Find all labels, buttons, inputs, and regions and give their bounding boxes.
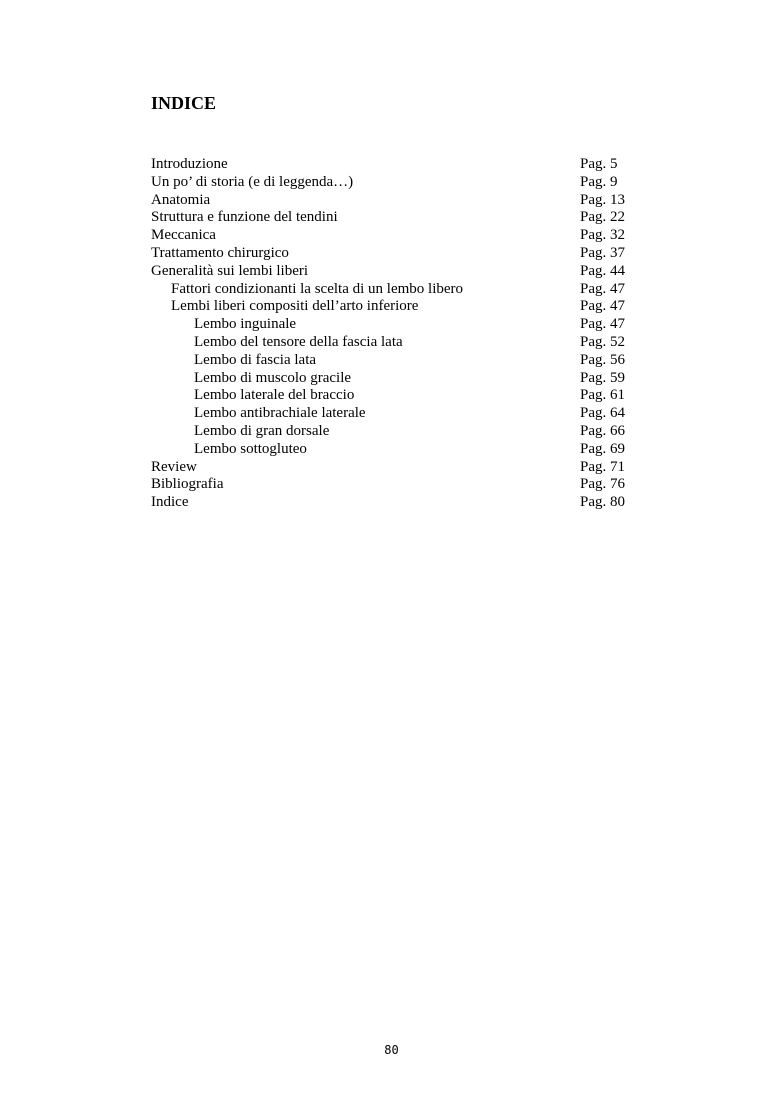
- toc-entry-label: Review: [151, 458, 197, 475]
- toc-entry-page: Pag. 13: [580, 191, 625, 208]
- toc-entry-label: Anatomia: [151, 191, 211, 208]
- toc-entry: [151, 245, 631, 263]
- toc-entry: [151, 494, 631, 512]
- toc-entry-label: Fattori condizionanti la scelta di un lembo libero: [171, 280, 464, 297]
- toc-entry-page: Pag. 9: [580, 173, 618, 190]
- toc-entry-label: Un po’ di storia (e di leggenda…): [151, 173, 354, 190]
- toc-entry: [151, 316, 631, 334]
- toc-entry-page: Pag. 52: [580, 333, 625, 350]
- toc-entry-label: Lembo sottogluteo: [194, 440, 307, 457]
- toc-entry-label: Lembi liberi compositi dell’arto inferiore: [171, 298, 419, 315]
- toc-entry: [151, 298, 631, 316]
- toc-entry: [151, 476, 631, 494]
- toc-entry: [151, 209, 631, 227]
- toc-entry-label: Meccanica: [151, 227, 216, 244]
- toc-entry-label: Introduzione: [151, 156, 228, 172]
- toc-entry-page: Pag. 69: [580, 440, 625, 457]
- toc-entry: [151, 370, 631, 388]
- toc-entry-page: Pag. 64: [580, 405, 625, 422]
- toc-entry-page: Pag. 47: [580, 280, 625, 297]
- toc-entry-page: Pag. 71: [580, 458, 625, 475]
- toc-entry-label: Lembo di gran dorsale: [194, 422, 330, 439]
- toc-entry: [151, 334, 631, 352]
- toc-entry: [151, 174, 631, 192]
- toc-entry: [151, 405, 631, 423]
- toc-entry: [151, 227, 631, 245]
- toc-entry-label: Bibliografia: [151, 476, 224, 493]
- toc-entry-page: Pag. 22: [580, 209, 625, 226]
- toc-entry-label: Struttura e funzione del tendini: [151, 209, 338, 226]
- toc-entry-label: Lembo di muscolo gracile: [194, 369, 352, 386]
- page-title: INDICE: [151, 93, 217, 113]
- toc-entry-page: Pag. 44: [580, 262, 625, 279]
- toc-entry: [151, 441, 631, 459]
- toc-entry-label: Generalità sui lembi liberi: [151, 262, 309, 279]
- toc-entry-page: Pag. 59: [580, 369, 625, 386]
- toc-entry: [151, 387, 631, 405]
- toc-entry: [151, 263, 631, 281]
- table-of-contents: [151, 156, 631, 512]
- toc-entry-page: Pag. 56: [580, 351, 625, 368]
- footer-page-number: 80: [384, 1043, 399, 1057]
- toc-entry-page: Pag. 5: [580, 156, 618, 172]
- toc-entry-page: Pag. 80: [580, 494, 625, 511]
- toc-entry-page: Pag. 61: [580, 387, 625, 404]
- toc-entry-label: Lembo inguinale: [194, 316, 297, 333]
- toc-entry: [151, 192, 631, 210]
- toc-entry-page: Pag. 76: [580, 476, 625, 493]
- toc-entry-label: Lembo laterale del braccio: [194, 387, 355, 404]
- toc-entry-label: Trattamento chirurgico: [151, 244, 289, 261]
- toc-entry-label: Lembo di fascia lata: [194, 351, 317, 368]
- toc-entry: [151, 423, 631, 441]
- toc-entry-page: Pag. 32: [580, 227, 625, 244]
- toc-entry: [151, 281, 631, 299]
- toc-entry-label: Lembo del tensore della fascia lata: [194, 333, 403, 350]
- toc-entry: [151, 459, 631, 477]
- toc-entry: [151, 156, 631, 174]
- toc-entry-label: Indice: [151, 494, 189, 511]
- toc-entry-page: Pag. 47: [580, 316, 625, 333]
- toc-entry-page: Pag. 47: [580, 298, 625, 315]
- toc-entry-page: Pag. 37: [580, 244, 625, 261]
- toc-entry: [151, 352, 631, 370]
- toc-entry-page: Pag. 66: [580, 422, 625, 439]
- toc-entry-label: Lembo antibrachiale laterale: [194, 405, 366, 422]
